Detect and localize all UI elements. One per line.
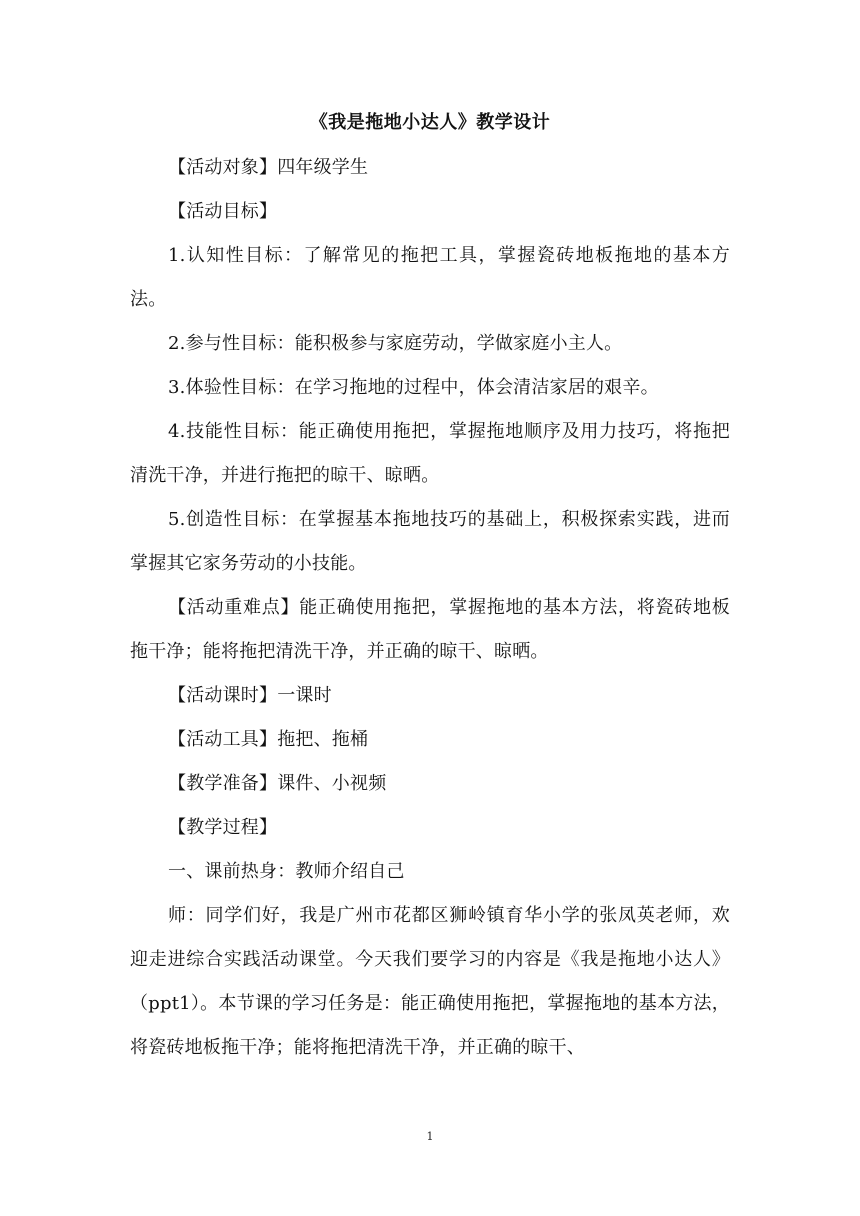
document-body	[130, 110, 730, 1070]
paragraph-goal-participation: 2.参与性目标：能积极参与家庭劳动，学做家庭小主人。	[168, 333, 623, 354]
paragraph-activity-target: 【活动对象】四年级学生	[168, 157, 369, 178]
paragraph-activity-tools: 【活动工具】拖把、拖桶	[168, 729, 369, 750]
paragraph-activity-goals-heading: 【活动目标】	[168, 201, 278, 222]
paragraph-class-hours: 【活动课时】一课时	[168, 685, 332, 706]
paragraph-goal-creative: 5.创造性目标：在掌握基本拖地技巧的基础上，积极探索实践，进而掌握其它家务劳动的小技能。	[130, 509, 730, 574]
document-title: 《我是拖地小达人》教学设计	[309, 112, 551, 133]
page-number: 1	[426, 1130, 434, 1143]
paragraph-teacher-intro: 师：同学们好，我是广州市花都区狮岭镇育华小学的张凤英老师，欢迎走进综合实践活动课堂。今天我们要学习的内容是《我是拖地小达人》（ppt1）。本节课的学习任务是：能正确使用拖把，掌握拖地的基本方法，将瓷砖地板拖干净；能将拖把清洗干净，并正确的晾干、	[130, 905, 730, 1058]
paragraph-goal-cognitive: 1.认知性目标：了解常见的拖把工具，掌握瓷砖地板拖地的基本方法。	[130, 245, 730, 310]
paragraph-goal-skill: 4.技能性目标：能正确使用拖把，掌握拖地顺序及用力技巧，将拖把清洗干净，并进行拖把的晾干、晾晒。	[130, 421, 730, 486]
paragraph-teaching-preparation: 【教学准备】课件、小视频	[168, 773, 387, 794]
paragraph-key-difficulties: 【活动重难点】能正确使用拖把，掌握拖地的基本方法，将瓷砖地板拖干净；能将拖把清洗干净，并正确的晾干、晾晒。	[130, 597, 730, 662]
paragraph-goal-experience: 3.体验性目标：在学习拖地的过程中，体会清洁家居的艰辛。	[168, 377, 659, 398]
paragraph-warmup-heading: 一、课前热身：教师介绍自己	[168, 861, 405, 882]
paragraph-teaching-process-heading: 【教学过程】	[168, 817, 278, 838]
